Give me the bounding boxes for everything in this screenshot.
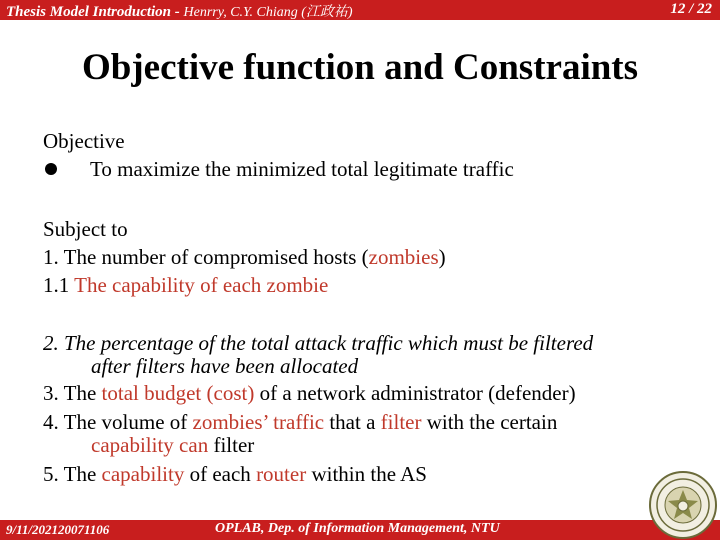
- page-number: 12 / 22: [670, 1, 712, 17]
- constraint-3: 3. The total budget (cost) of a network administrator (defender): [43, 381, 576, 405]
- constraint-1-1: 1.1 The capability of each zombie: [43, 273, 329, 297]
- footer-org: OPLAB, Dep. of Information Management, NTU: [215, 521, 500, 536]
- objective-item: To maximize the minimized total legitimate traffic: [43, 157, 514, 181]
- constraint-4-line2: capability can filter: [91, 433, 255, 457]
- footer-date: 9/11/202120071106: [6, 522, 110, 537]
- header-author: Henrry, C.Y. Chiang (江政祐): [183, 5, 353, 20]
- header-title: Thesis Model Introduction - Henrry, C.Y. Chiang (江政祐): [6, 4, 353, 20]
- constraint-5: 5. The capability of each router within the AS: [43, 462, 427, 486]
- bullet-dot-icon: [45, 163, 57, 175]
- university-seal-icon: [648, 470, 718, 540]
- constraint-2-line2: after filters have been allocated: [91, 354, 359, 378]
- header-bar: [0, 0, 720, 20]
- subject-to-label: Subject to: [43, 217, 128, 241]
- slide-title: Objective function and Constraints: [81, 47, 639, 88]
- objective-label: Objective: [43, 129, 125, 153]
- footer-bar: [0, 520, 720, 540]
- constraint-1: 1. The number of compromised hosts (zombies): [43, 245, 446, 269]
- constraint-2-line1: 2. The percentage of the total attack traffic which must be filtered: [43, 331, 594, 355]
- constraint-4-line1: 4. The volume of zombies’ traffic that a filter with the certain: [43, 410, 558, 434]
